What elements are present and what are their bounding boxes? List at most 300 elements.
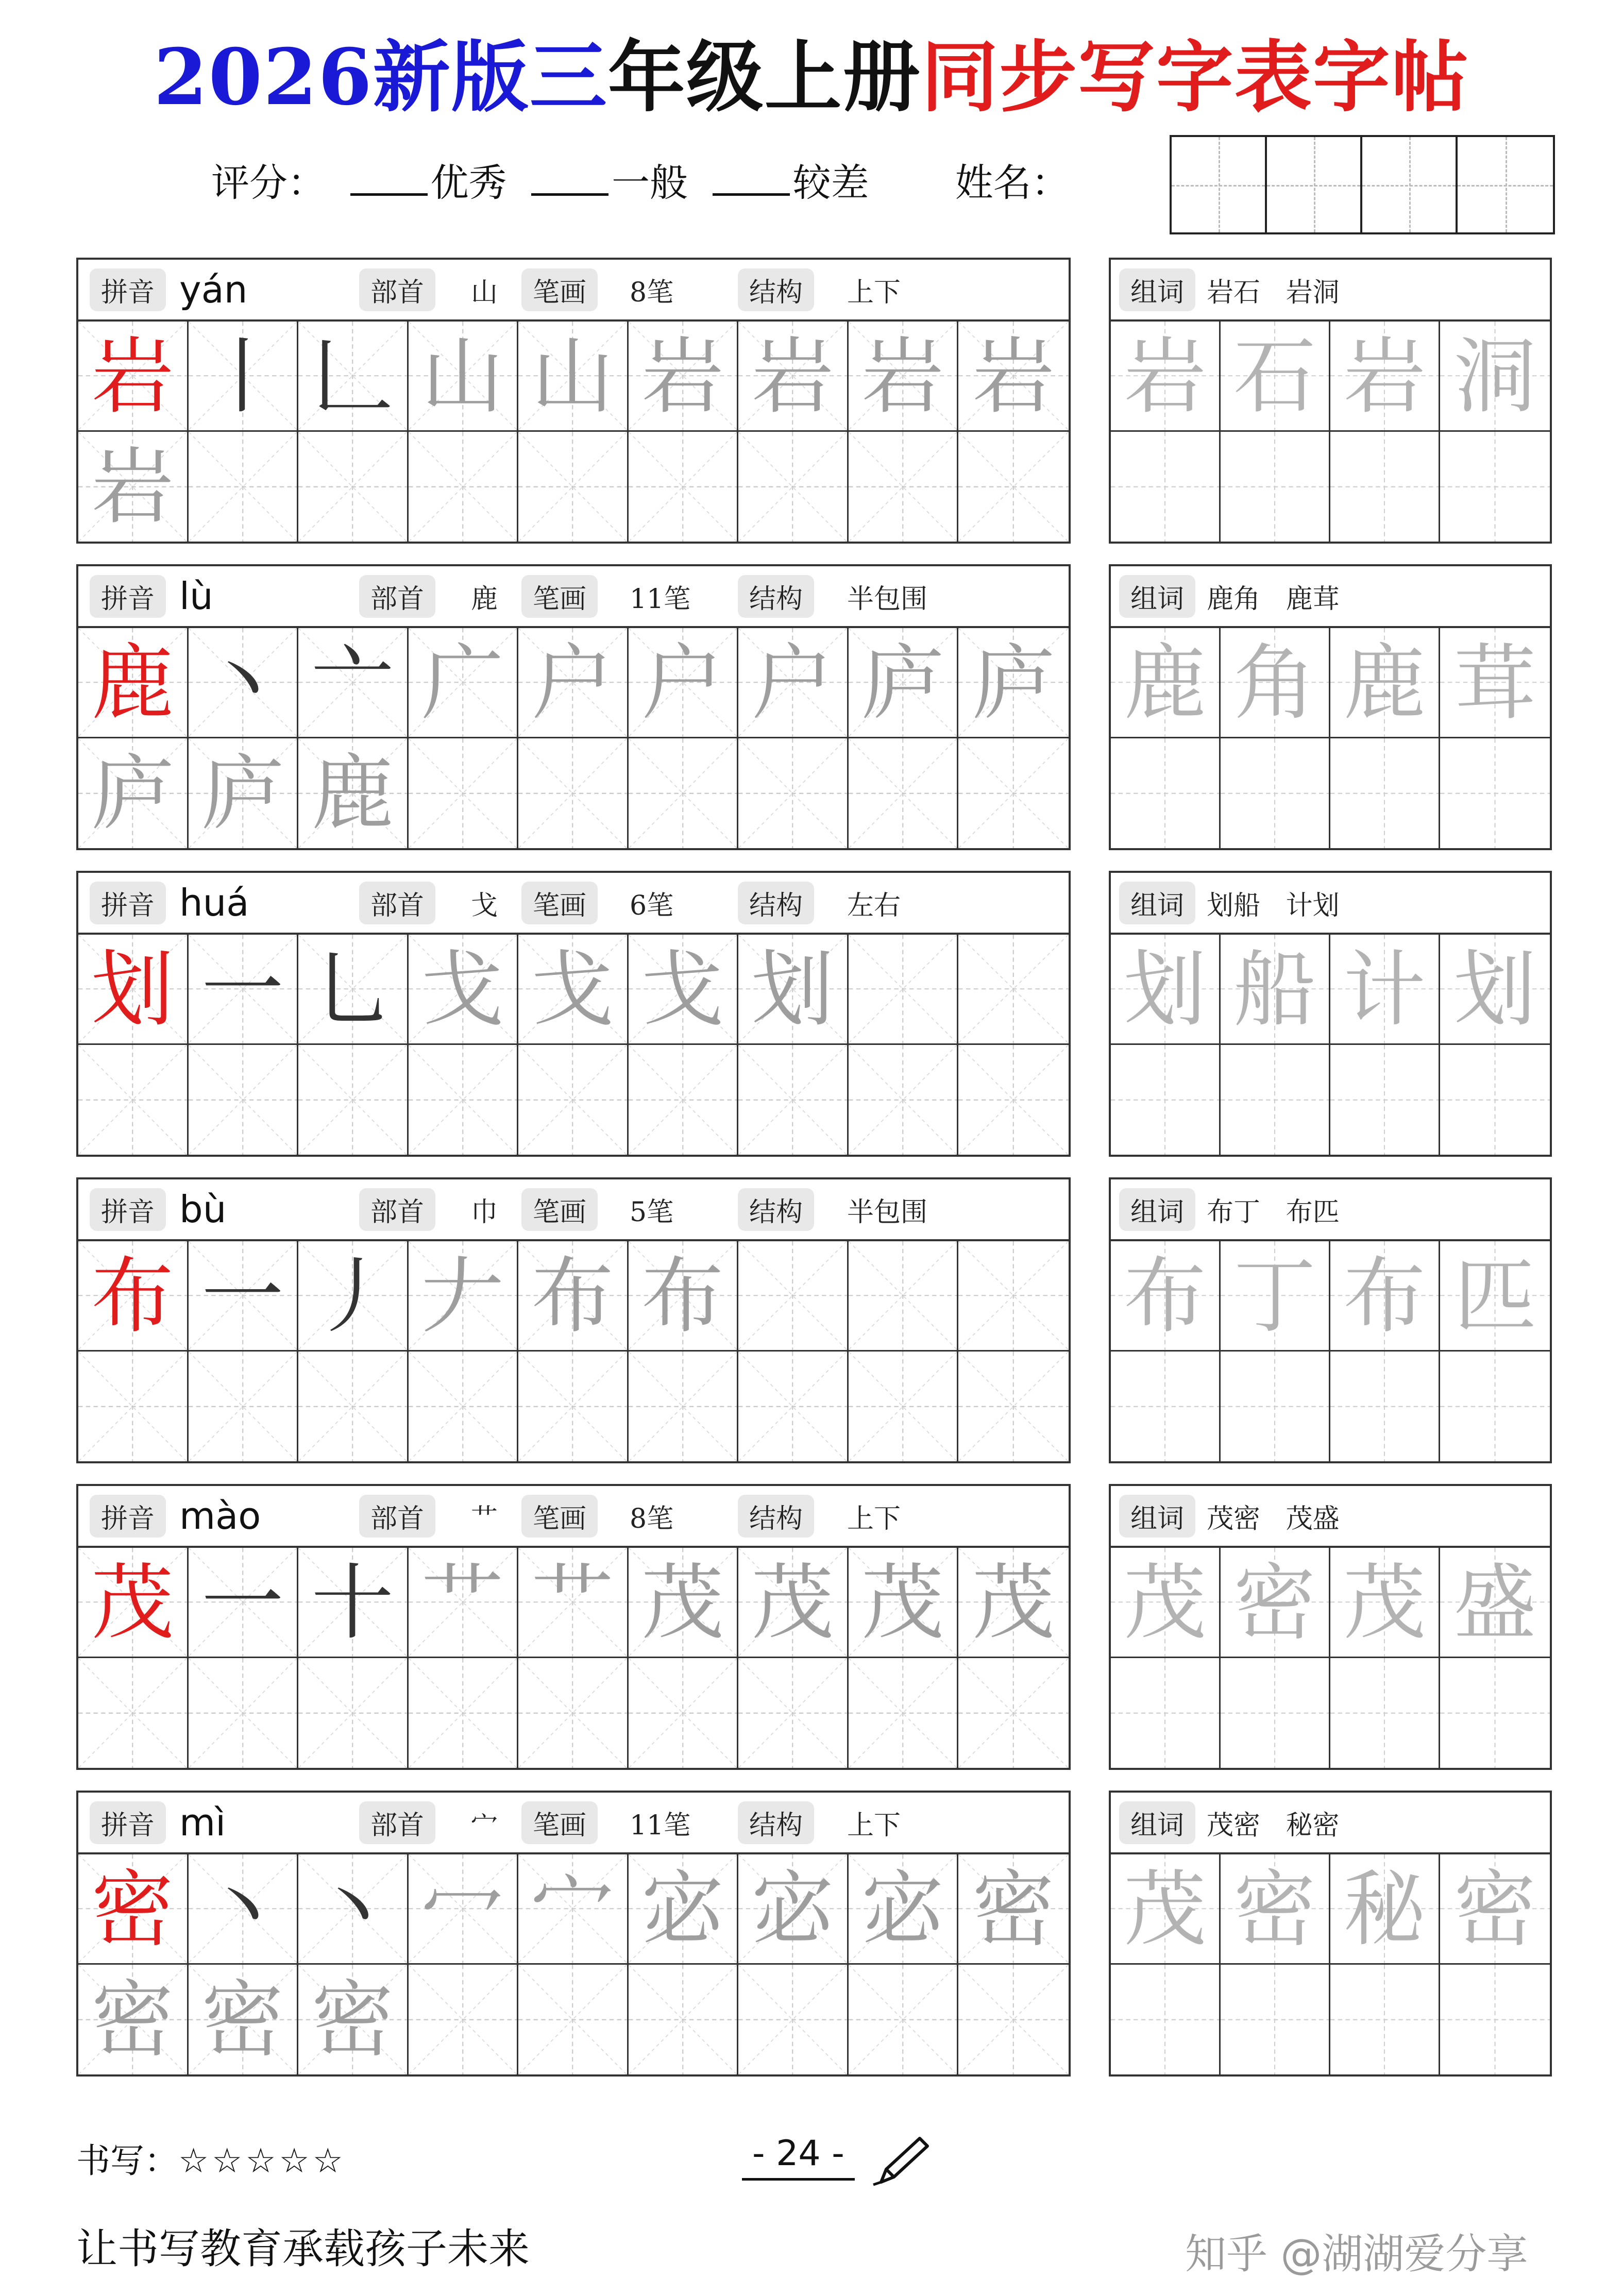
- word-cell[interactable]: [1111, 1241, 1221, 1352]
- practice-cell[interactable]: [738, 1548, 849, 1658]
- practice-grid: [78, 628, 1069, 848]
- practice-cell[interactable]: [78, 432, 189, 542]
- word-cell[interactable]: [1221, 738, 1330, 849]
- word-cell[interactable]: [1440, 1241, 1550, 1352]
- practice-cell[interactable]: [518, 1548, 629, 1658]
- character-block-5: [76, 1484, 1071, 1770]
- name-boxes: [1170, 135, 1555, 234]
- practice-cell[interactable]: [629, 1352, 739, 1462]
- radical-tag: 部首: [359, 575, 435, 618]
- practice-cell[interactable]: [738, 738, 849, 849]
- word-trace-character: 布: [1343, 1248, 1426, 1344]
- practice-cell[interactable]: [958, 1352, 1069, 1462]
- word-cell[interactable]: [1330, 1854, 1440, 1965]
- stroke-step-character: 乚: [311, 941, 394, 1038]
- word-grid: [1111, 322, 1550, 542]
- practice-cell[interactable]: [518, 1241, 629, 1352]
- practice-cell[interactable]: [629, 1658, 739, 1768]
- practice-cell[interactable]: [958, 935, 1069, 1045]
- name-box[interactable]: [1362, 137, 1458, 232]
- stroke-step-character: 宓: [641, 1861, 724, 1957]
- pinyin-value: huá: [179, 881, 249, 924]
- practice-cell[interactable]: [958, 628, 1069, 738]
- word-cell[interactable]: [1221, 935, 1330, 1045]
- word-trace-character: 划: [1123, 941, 1206, 1038]
- word-cell[interactable]: [1221, 1854, 1330, 1965]
- stroke-step-character: 岩: [861, 328, 944, 425]
- char-info-row: [78, 873, 1069, 935]
- word-cell[interactable]: [1330, 1241, 1440, 1352]
- practice-cell[interactable]: [849, 432, 959, 542]
- stroke-step-character: 山: [531, 328, 614, 425]
- practice-cell[interactable]: [849, 322, 959, 432]
- word-cell[interactable]: [1111, 1854, 1221, 1965]
- practice-cell[interactable]: [518, 1352, 629, 1462]
- practice-cell[interactable]: [409, 1854, 519, 1965]
- stroke-step-character: 冖: [421, 1861, 504, 1957]
- practice-cell[interactable]: [78, 322, 189, 432]
- word-cell[interactable]: [1330, 935, 1440, 1045]
- practice-cell[interactable]: [78, 628, 189, 738]
- word-cell[interactable]: [1221, 1965, 1330, 2075]
- radical-value: 宀: [471, 1810, 498, 1841]
- practice-cell[interactable]: [518, 738, 629, 849]
- character-block-3: [76, 871, 1071, 1157]
- blank-poor[interactable]: [713, 164, 790, 196]
- word-trace-character: 石: [1233, 328, 1316, 425]
- word-info-row: [1111, 1486, 1550, 1548]
- practice-cell[interactable]: [518, 1854, 629, 1965]
- practice-cell[interactable]: [409, 1045, 519, 1155]
- practice-cell[interactable]: [958, 432, 1069, 542]
- words-value: 岩石 岩洞: [1207, 277, 1340, 308]
- strokes-tag: 笔画: [521, 268, 598, 311]
- practice-cell[interactable]: [409, 432, 519, 542]
- practice-cell[interactable]: [409, 1241, 519, 1352]
- radical-tag: 部首: [359, 1801, 435, 1844]
- words-value: 布丁 布匹: [1207, 1196, 1340, 1228]
- pinyin-tag: 拼音: [90, 882, 166, 924]
- practice-cell[interactable]: [958, 1241, 1069, 1352]
- practice-cell[interactable]: [298, 432, 409, 542]
- stroke-step-character: 户: [751, 635, 834, 731]
- word-trace-character: 岩: [1343, 328, 1426, 425]
- practice-cell[interactable]: [189, 322, 299, 432]
- stroke-step-character: 茂: [972, 1555, 1055, 1651]
- pinyin-tag: 拼音: [90, 1801, 166, 1844]
- watermark: 知乎 @湖湖爱分享: [1185, 2230, 1528, 2278]
- practice-cell[interactable]: [958, 1548, 1069, 1658]
- practice-cell[interactable]: [738, 1658, 849, 1768]
- structure-tag: 结构: [738, 1495, 814, 1538]
- char-info-row: [78, 1486, 1069, 1548]
- practice-cell[interactable]: [518, 1045, 629, 1155]
- practice-cell[interactable]: [409, 1548, 519, 1658]
- words-value: 划船 计划: [1207, 890, 1340, 921]
- practice-cell[interactable]: [409, 322, 519, 432]
- practice-cell[interactable]: [518, 935, 629, 1045]
- rating-stars[interactable]: ☆☆☆☆☆: [178, 2141, 346, 2181]
- structure-tag: 结构: [738, 575, 814, 618]
- character-block-1: [76, 258, 1071, 544]
- practice-cell[interactable]: [78, 1045, 189, 1155]
- pinyin-tag: 拼音: [90, 575, 166, 618]
- word-trace-character: 茂: [1123, 1555, 1206, 1651]
- stroke-step-character: 茂: [641, 1555, 724, 1651]
- practice-cell[interactable]: [409, 935, 519, 1045]
- word-block-5: [1109, 1484, 1552, 1770]
- word-grid: [1111, 1548, 1550, 1768]
- practice-cell[interactable]: [629, 628, 739, 738]
- practice-cell[interactable]: [78, 1352, 189, 1462]
- word-trace-character: 布: [1123, 1248, 1206, 1344]
- practice-cell[interactable]: [849, 1854, 959, 1965]
- word-cell[interactable]: [1440, 1045, 1550, 1155]
- word-cell[interactable]: [1330, 738, 1440, 849]
- score-label: 评分：: [211, 161, 326, 205]
- strokes-value: 5笔: [630, 1196, 674, 1228]
- pen-icon: [871, 2133, 933, 2190]
- word-trace-character: 计: [1343, 941, 1426, 1038]
- practice-cell[interactable]: [518, 1965, 629, 2075]
- model-character: 岩: [91, 328, 174, 425]
- practice-cell[interactable]: [298, 1548, 409, 1658]
- practice-cell[interactable]: [958, 1658, 1069, 1768]
- strokes-tag: 笔画: [521, 575, 598, 618]
- stroke-step-character: 茂: [861, 1555, 944, 1651]
- structure-tag: 结构: [738, 1188, 814, 1231]
- word-cell[interactable]: [1440, 1965, 1550, 2075]
- practice-cell[interactable]: [298, 628, 409, 738]
- practice-cell[interactable]: [78, 1548, 189, 1658]
- words-tag: 组词: [1119, 575, 1195, 618]
- practice-cell[interactable]: [518, 1658, 629, 1768]
- words-value: 茂密 秘密: [1207, 1810, 1340, 1841]
- stroke-step-character: 划: [751, 941, 834, 1038]
- practice-cell[interactable]: [738, 1241, 849, 1352]
- blank-excellent[interactable]: [350, 164, 428, 196]
- radical-value: 巾: [471, 1196, 498, 1228]
- practice-cell[interactable]: [409, 1352, 519, 1462]
- word-cell[interactable]: [1330, 1658, 1440, 1768]
- practice-cell[interactable]: [629, 1241, 739, 1352]
- practice-cell[interactable]: [958, 1965, 1069, 2075]
- practice-cell[interactable]: [629, 1965, 739, 2075]
- word-info-row: [1111, 1793, 1550, 1854]
- title-part-black: 年级上册: [607, 32, 921, 123]
- practice-cell[interactable]: [738, 935, 849, 1045]
- word-cell[interactable]: [1440, 935, 1550, 1045]
- word-cell[interactable]: [1221, 1241, 1330, 1352]
- word-cell[interactable]: [1330, 1965, 1440, 2075]
- practice-cell[interactable]: [629, 935, 739, 1045]
- word-cell[interactable]: [1221, 1548, 1330, 1658]
- words-tag: 组词: [1119, 1188, 1195, 1231]
- word-cell[interactable]: [1111, 738, 1221, 849]
- practice-cell[interactable]: [298, 1241, 409, 1352]
- stroke-step-character: 戈: [421, 941, 504, 1038]
- word-trace-character: 船: [1233, 941, 1316, 1038]
- pinyin-tag: 拼音: [90, 268, 166, 311]
- pinyin-value: mì: [179, 1801, 226, 1844]
- strokes-tag: 笔画: [521, 1801, 598, 1844]
- structure-value: 上下: [847, 1503, 901, 1534]
- practice-cell[interactable]: [298, 1658, 409, 1768]
- word-trace-character: 匹: [1453, 1248, 1536, 1344]
- practice-cell[interactable]: [849, 1658, 959, 1768]
- practice-cell[interactable]: [298, 1045, 409, 1155]
- word-block-3: [1109, 871, 1552, 1157]
- word-cell[interactable]: [1221, 322, 1330, 432]
- practice-cell[interactable]: [409, 738, 519, 849]
- radical-tag: 部首: [359, 1495, 435, 1538]
- stroke-step-character: 艹: [531, 1555, 614, 1651]
- slogan: 让书写教育承载孩子未来: [76, 2225, 530, 2273]
- word-cell[interactable]: [1330, 322, 1440, 432]
- model-character: 划: [91, 941, 174, 1038]
- practice-cell[interactable]: [738, 322, 849, 432]
- practice-cell[interactable]: [189, 1658, 299, 1768]
- word-block-1: [1109, 258, 1552, 544]
- practice-cell[interactable]: [189, 1045, 299, 1155]
- strokes-value: 11笔: [630, 583, 691, 615]
- word-cell[interactable]: [1440, 1548, 1550, 1658]
- practice-cell[interactable]: [958, 1854, 1069, 1965]
- practice-cell[interactable]: [78, 1241, 189, 1352]
- character-block-2: [76, 564, 1071, 850]
- stroke-step-character: 户: [641, 635, 724, 731]
- practice-cell[interactable]: [849, 935, 959, 1045]
- name-label: 姓名：: [955, 161, 1070, 205]
- practice-cell[interactable]: [78, 935, 189, 1045]
- practice-cell[interactable]: [78, 1854, 189, 1965]
- stroke-step-character: 戈: [641, 941, 724, 1038]
- practice-cell[interactable]: [518, 628, 629, 738]
- word-cell[interactable]: [1111, 1352, 1221, 1462]
- practice-cell[interactable]: [629, 322, 739, 432]
- word-info-row: [1111, 1179, 1550, 1241]
- word-cell[interactable]: [1440, 738, 1550, 849]
- strokes-tag: 笔画: [521, 1188, 598, 1231]
- practice-grid: [78, 1241, 1069, 1461]
- word-cell[interactable]: [1111, 935, 1221, 1045]
- word-cell[interactable]: [1330, 628, 1440, 738]
- stroke-step-character: 丿: [311, 1248, 394, 1344]
- name-box[interactable]: [1267, 137, 1362, 232]
- practice-cell[interactable]: [409, 1658, 519, 1768]
- word-trace-character: 洞: [1453, 328, 1536, 425]
- practice-cell[interactable]: [189, 1854, 299, 1965]
- practice-cell[interactable]: [298, 1854, 409, 1965]
- name-box[interactable]: [1172, 137, 1267, 232]
- word-trace-character: 丁: [1233, 1248, 1316, 1344]
- score-average: 一般: [612, 161, 688, 205]
- practice-cell[interactable]: [189, 1352, 299, 1462]
- words-tag: 组词: [1119, 882, 1195, 924]
- stroke-step-character: 岩: [91, 438, 174, 535]
- pinyin-tag: 拼音: [90, 1495, 166, 1538]
- word-trace-character: 秘: [1343, 1861, 1426, 1957]
- stroke-step-character: 庐: [972, 635, 1055, 731]
- practice-cell[interactable]: [629, 1045, 739, 1155]
- practice-cell[interactable]: [409, 1965, 519, 2075]
- stroke-step-character: 𠂇: [421, 1248, 504, 1344]
- word-grid: [1111, 628, 1550, 848]
- word-trace-character: 密: [1233, 1861, 1316, 1957]
- practice-cell[interactable]: [629, 432, 739, 542]
- strokes-value: 8笔: [630, 1503, 674, 1534]
- score-line: [211, 155, 1070, 211]
- name-box[interactable]: [1458, 137, 1553, 232]
- word-cell[interactable]: [1221, 1352, 1330, 1462]
- practice-cell[interactable]: [849, 1241, 959, 1352]
- practice-grid: [78, 322, 1069, 542]
- stroke-step-character: 丶: [311, 1861, 394, 1957]
- model-character: 鹿: [91, 635, 174, 731]
- strokes-tag: 笔画: [521, 1495, 598, 1538]
- stroke-step-character: 密: [972, 1861, 1055, 1957]
- pinyin-value: mào: [179, 1494, 261, 1538]
- word-cell[interactable]: [1221, 1658, 1330, 1768]
- word-cell[interactable]: [1330, 1352, 1440, 1462]
- practice-cell[interactable]: [738, 628, 849, 738]
- word-grid: [1111, 1241, 1550, 1461]
- practice-cell[interactable]: [189, 1548, 299, 1658]
- practice-cell[interactable]: [189, 935, 299, 1045]
- score-poor: 较差: [792, 161, 869, 205]
- page-title: [0, 28, 1623, 126]
- practice-cell[interactable]: [738, 1854, 849, 1965]
- practice-cell[interactable]: [298, 1352, 409, 1462]
- stroke-step-character: 十: [311, 1555, 394, 1651]
- practice-cell[interactable]: [78, 1658, 189, 1768]
- model-character: 布: [91, 1248, 174, 1344]
- pinyin-value: lù: [179, 575, 213, 618]
- practice-cell[interactable]: [518, 322, 629, 432]
- word-cell[interactable]: [1111, 1045, 1221, 1155]
- word-cell[interactable]: [1221, 628, 1330, 738]
- word-trace-character: 角: [1233, 635, 1316, 731]
- stroke-step-character: 丶: [201, 1861, 284, 1957]
- practice-cell[interactable]: [958, 322, 1069, 432]
- practice-cell[interactable]: [849, 1352, 959, 1462]
- stroke-step-character: 岩: [751, 328, 834, 425]
- structure-tag: 结构: [738, 1801, 814, 1844]
- word-cell[interactable]: [1111, 432, 1221, 542]
- word-cell[interactable]: [1330, 1548, 1440, 1658]
- word-cell[interactable]: [1440, 1352, 1550, 1462]
- word-trace-character: 鹿: [1343, 635, 1426, 731]
- practice-cell[interactable]: [298, 1965, 409, 2075]
- blank-average[interactable]: [531, 164, 608, 196]
- practice-cell[interactable]: [629, 1854, 739, 1965]
- practice-cell[interactable]: [298, 322, 409, 432]
- practice-cell[interactable]: [298, 935, 409, 1045]
- stroke-step-character: 庐: [861, 635, 944, 731]
- practice-cell[interactable]: [189, 1241, 299, 1352]
- word-cell[interactable]: [1330, 1045, 1440, 1155]
- practice-cell[interactable]: [738, 1045, 849, 1155]
- practice-cell[interactable]: [849, 628, 959, 738]
- practice-cell[interactable]: [629, 1548, 739, 1658]
- word-info-row: [1111, 873, 1550, 935]
- practice-cell[interactable]: [849, 738, 959, 849]
- practice-cell[interactable]: [738, 432, 849, 542]
- practice-grid: [78, 1854, 1069, 2074]
- practice-cell[interactable]: [849, 1045, 959, 1155]
- word-trace-character: 茂: [1343, 1555, 1426, 1651]
- word-trace-character: 茸: [1453, 635, 1536, 731]
- page-number: - 24 -: [742, 2133, 855, 2181]
- word-grid: [1111, 1854, 1550, 2074]
- practice-cell[interactable]: [189, 628, 299, 738]
- word-cell[interactable]: [1440, 432, 1550, 542]
- word-cell[interactable]: [1440, 628, 1550, 738]
- practice-cell[interactable]: [849, 1548, 959, 1658]
- word-grid: [1111, 935, 1550, 1155]
- practice-cell[interactable]: [189, 738, 299, 849]
- stroke-step-character: 宀: [531, 1861, 614, 1957]
- word-cell[interactable]: [1440, 1854, 1550, 1965]
- word-cell[interactable]: [1111, 1548, 1221, 1658]
- practice-cell[interactable]: [409, 628, 519, 738]
- structure-value: 半包围: [847, 583, 928, 615]
- practice-cell[interactable]: [189, 432, 299, 542]
- word-cell[interactable]: [1330, 432, 1440, 542]
- word-cell[interactable]: [1111, 1965, 1221, 2075]
- structure-value: 上下: [847, 277, 901, 308]
- practice-cell[interactable]: [738, 1352, 849, 1462]
- stroke-step-character: 密: [91, 1971, 174, 2068]
- practice-cell[interactable]: [958, 738, 1069, 849]
- word-cell[interactable]: [1111, 1658, 1221, 1768]
- writing-label: 书写：: [76, 2141, 178, 2181]
- word-cell[interactable]: [1221, 1045, 1330, 1155]
- word-cell[interactable]: [1440, 322, 1550, 432]
- word-cell[interactable]: [1440, 1658, 1550, 1768]
- word-cell[interactable]: [1111, 322, 1221, 432]
- strokes-tag: 笔画: [521, 882, 598, 924]
- practice-cell[interactable]: [849, 1965, 959, 2075]
- practice-cell[interactable]: [189, 1965, 299, 2075]
- word-cell[interactable]: [1111, 628, 1221, 738]
- practice-cell[interactable]: [629, 738, 739, 849]
- practice-cell[interactable]: [518, 432, 629, 542]
- pinyin-value: yán: [179, 268, 248, 311]
- word-cell[interactable]: [1221, 432, 1330, 542]
- word-block-4: [1109, 1177, 1552, 1463]
- practice-cell[interactable]: [958, 1045, 1069, 1155]
- stroke-step-character: 艹: [421, 1555, 504, 1651]
- stroke-step-character: 鹿: [311, 745, 394, 841]
- practice-cell[interactable]: [298, 738, 409, 849]
- word-trace-character: 密: [1233, 1555, 1316, 1651]
- word-trace-character: 密: [1453, 1861, 1536, 1957]
- practice-cell[interactable]: [78, 738, 189, 849]
- pinyin-tag: 拼音: [90, 1188, 166, 1231]
- practice-cell[interactable]: [78, 1965, 189, 2075]
- stroke-step-character: 山: [421, 328, 504, 425]
- stroke-step-character: 宓: [751, 1861, 834, 1957]
- practice-cell[interactable]: [738, 1965, 849, 2075]
- structure-value: 左右: [847, 890, 901, 921]
- stroke-step-character: 𠃊: [311, 328, 394, 425]
- radical-value: 鹿: [471, 583, 498, 615]
- stroke-step-character: 布: [531, 1248, 614, 1344]
- stroke-step-character: 一: [201, 1248, 284, 1344]
- practice-grid: [78, 935, 1069, 1155]
- structure-tag: 结构: [738, 882, 814, 924]
